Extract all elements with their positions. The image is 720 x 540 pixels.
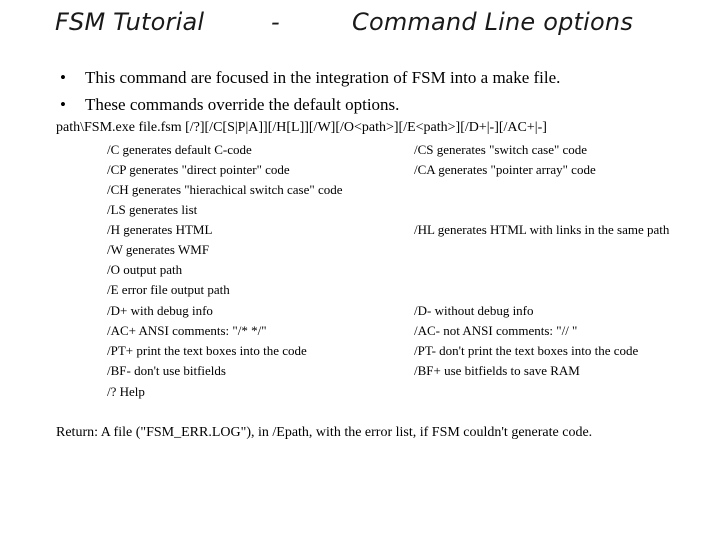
option-line: /CS generates "switch case" code bbox=[414, 142, 588, 157]
option-line: /BF+ use bitfields to save RAM bbox=[414, 363, 580, 378]
option-line: /W generates WMF bbox=[107, 242, 210, 257]
option-line: /CH generates "hierachical switch case" code bbox=[107, 182, 343, 197]
option-line: /CA generates "pointer array" code bbox=[414, 162, 596, 177]
option-line: /BF- don't use bitfields bbox=[107, 363, 226, 378]
bullet-marker: • bbox=[60, 95, 66, 114]
option-line: /D- without debug info bbox=[414, 303, 534, 318]
option-line: /CP generates "direct pointer" code bbox=[107, 162, 290, 177]
page-title-left: FSM Tutorial bbox=[55, 8, 205, 36]
option-line: /AC- not ANSI comments: "// " bbox=[414, 323, 578, 338]
option-line: /H generates HTML bbox=[107, 222, 213, 237]
option-line: /O output path bbox=[107, 262, 183, 277]
option-line: /LS generates list bbox=[107, 202, 198, 217]
option-line: /PT- don't print the text boxes into the code bbox=[414, 343, 639, 358]
bullet-marker: • bbox=[60, 68, 66, 87]
option-line: /HL generates HTML with links in the same path bbox=[414, 222, 670, 237]
command-syntax: path\FSM.exe file.fsm [/?][/C[S|P|A]][/H[L]][/W][/O<path>][/E<path>][/D+|-][/AC+|-] bbox=[56, 120, 547, 135]
option-line: /C generates default C-code bbox=[107, 142, 252, 157]
option-line: /? Help bbox=[107, 384, 145, 399]
bullet-text: This command are focused in the integration of FSM into a make file. bbox=[85, 68, 561, 87]
title-separator: - bbox=[271, 8, 280, 36]
bullet-text: These commands override the default options. bbox=[85, 95, 400, 114]
return-note: Return: A file ("FSM_ERR.LOG"), in /Epath, with the error list, if FSM couldn't generate code. bbox=[56, 425, 593, 440]
option-line: /PT+ print the text boxes into the code bbox=[107, 343, 307, 358]
option-line: /AC+ ANSI comments: "/* */" bbox=[107, 323, 267, 338]
page-title-right: Command Line options bbox=[352, 8, 634, 36]
option-line: /E error file output path bbox=[107, 282, 230, 297]
option-line: /D+ with debug info bbox=[107, 303, 213, 318]
